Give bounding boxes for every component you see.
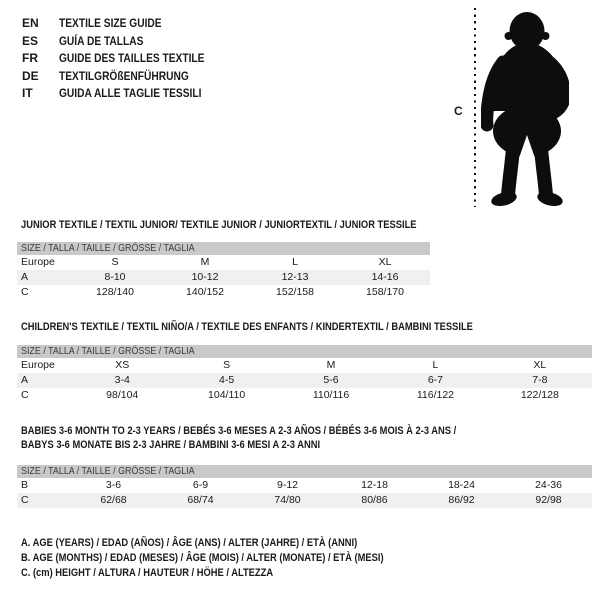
footnote-line xyxy=(21,566,448,581)
table-cell: XL xyxy=(378,256,392,268)
childrens-textile-table xyxy=(17,320,592,403)
table-row xyxy=(17,358,592,373)
baby-silhouette xyxy=(481,9,569,207)
table-cell: 92/98 xyxy=(535,494,562,506)
table-title-line: CHILDREN'S TEXTILE / TEXTIL NIÑO/A / TEXTILE DES ENFANTS / KINDERTEXTIL / BAMBINI TESSILE xyxy=(21,321,473,333)
table-rows xyxy=(17,478,592,508)
table-rows xyxy=(17,358,592,403)
language-code: IT xyxy=(22,86,33,101)
table-rows xyxy=(17,255,430,300)
table-cell: 5-6 xyxy=(323,374,339,386)
footnote-legend xyxy=(21,536,448,582)
row-label: Europe xyxy=(21,256,55,268)
table-row xyxy=(17,493,592,508)
table-cell: 128/140 xyxy=(96,286,134,298)
table-cell: 3-4 xyxy=(114,374,130,386)
table-row xyxy=(17,478,592,493)
footnote-text: A. AGE (YEARS) / EDAD (AÑOS) / ÂGE (ANS) / ALTER (JAHRE) / ETÀ (ANNI) xyxy=(21,537,358,549)
table-cell: 3-6 xyxy=(105,479,122,491)
table-cell: 140/152 xyxy=(186,286,224,298)
row-label: Europe xyxy=(21,359,55,371)
language-row xyxy=(22,68,230,86)
row-label: C xyxy=(21,494,29,506)
table-cell: XL xyxy=(533,359,547,371)
table-cell: 9-12 xyxy=(276,479,298,491)
table-cell: 86/92 xyxy=(448,494,475,506)
table-cell: 122/128 xyxy=(520,389,559,401)
table-title-line: JUNIOR TEXTILE / TEXTIL JUNIOR/ TEXTILE JUNIOR / JUNIORTEXTIL / JUNIOR TESSILE xyxy=(21,219,417,231)
table-cell: L xyxy=(432,359,439,371)
language-label: GUIDE DES TAILLES TEXTILE xyxy=(59,51,205,66)
table-cell: 10-12 xyxy=(191,271,219,283)
table-row xyxy=(17,373,592,388)
table-cell: L xyxy=(292,256,298,268)
table-cell: 74/80 xyxy=(274,494,301,506)
table-cell: 116/122 xyxy=(416,389,455,401)
language-label: GUIDA ALLE TAGLIE TESSILI xyxy=(59,86,202,101)
footnote-text: C. (cm) HEIGHT / ALTURA / HAUTEUR / HÖHE / ALTEZZA xyxy=(21,567,274,580)
table-cell: 152/158 xyxy=(276,286,314,298)
footnote-line xyxy=(21,536,448,551)
table-size-header xyxy=(17,465,592,478)
language-code: DE xyxy=(22,68,39,83)
language-title-block xyxy=(22,15,230,103)
babies-textile-table xyxy=(17,424,592,508)
language-row xyxy=(22,33,230,51)
row-label: A xyxy=(21,271,29,283)
table-size-header-text: SIZE / TALLA / TAILLE / GRÖSSE / TAGLIA xyxy=(21,465,195,477)
table-cell: 24-36 xyxy=(535,479,562,491)
table-row xyxy=(17,255,430,270)
table-title xyxy=(17,320,592,334)
table-cell: 110/116 xyxy=(312,389,350,401)
row-label: C xyxy=(21,286,29,298)
table-cell: S xyxy=(223,359,231,371)
table-cell: 68/74 xyxy=(187,494,214,506)
language-label: TEXTILGRÖßENFÜHRUNG xyxy=(59,68,189,83)
table-cell: 62/68 xyxy=(100,494,127,506)
language-code: FR xyxy=(22,51,38,66)
language-label: TEXTILE SIZE GUIDE xyxy=(59,16,162,30)
table-title-line: BABIES 3-6 MONTH TO 2-3 YEARS / BEBÉS 3-6 MESES A 2-3 AÑOS / BÉBÉS 3-6 MOIS À 2-3 ANS / xyxy=(21,425,457,437)
language-label: GUÍA DE TALLAS xyxy=(59,33,144,48)
table-row xyxy=(17,270,430,285)
language-code: EN xyxy=(22,16,39,30)
table-size-header-text: SIZE / TALLA / TAILLE / GRÖSSE / TAGLIA xyxy=(21,345,195,357)
language-row xyxy=(22,85,230,103)
table-cell: 6-9 xyxy=(192,479,209,491)
footnote-text: B. AGE (MONTHS) / EDAD (MESES) / ÂGE (MOIS) / ALTER (MONATE) / ETÀ (MESI) xyxy=(21,552,384,565)
footnote-line xyxy=(21,551,448,566)
table-cell: S xyxy=(111,256,119,268)
table-cell: 12-13 xyxy=(281,271,309,283)
height-measure-label: C xyxy=(454,104,463,118)
table-cell: 18-24 xyxy=(448,479,475,491)
table-cell: 8-10 xyxy=(104,271,126,283)
row-label: B xyxy=(21,479,29,491)
language-code: ES xyxy=(22,33,39,48)
table-cell: 98/104 xyxy=(106,389,139,401)
table-row xyxy=(17,285,430,300)
table-size-header xyxy=(17,345,592,358)
table-row xyxy=(17,388,592,403)
table-title-line: BABYS 3-6 MONATE BIS 2-3 JAHRE / BAMBINI 3-6 MESI A 2-3 ANNI xyxy=(21,439,321,451)
table-cell: M xyxy=(200,256,210,268)
height-dashed-line xyxy=(474,8,476,207)
table-cell: 7-8 xyxy=(532,374,548,386)
table-cell: 104/110 xyxy=(208,389,246,401)
language-row xyxy=(22,50,230,68)
language-row xyxy=(22,15,230,33)
row-label: A xyxy=(21,374,29,386)
table-cell: M xyxy=(326,359,336,371)
table-cell: XS xyxy=(115,359,130,371)
table-size-header-text: SIZE / TALLA / TAILLE / GRÖSSE / TAGLIA xyxy=(21,242,195,254)
table-title xyxy=(17,424,592,452)
table-cell: 14-16 xyxy=(371,271,399,283)
table-cell: 158/170 xyxy=(366,286,404,298)
table-cell: 6-7 xyxy=(427,374,444,386)
table-size-header xyxy=(17,242,430,255)
table-title xyxy=(17,218,430,232)
row-label: C xyxy=(21,389,29,401)
junior-textile-table xyxy=(17,218,430,300)
table-cell: 80/86 xyxy=(361,494,388,506)
table-cell: 12-18 xyxy=(361,479,388,491)
table-cell: 4-5 xyxy=(219,374,235,386)
